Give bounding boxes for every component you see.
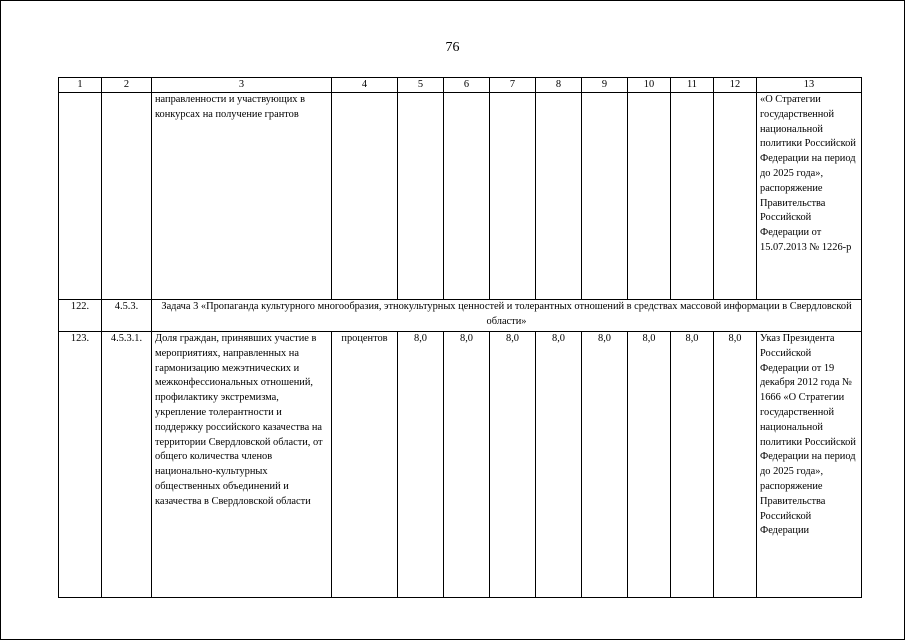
table-header-row bbox=[59, 78, 862, 93]
cell-code: 4.5.3.1. bbox=[102, 332, 152, 598]
task-title: Задача 3 «Пропаганда культурного многообразия, этнокультурных ценностей и толерантных отношений в средствах массовой информации в Свердловской области» bbox=[152, 300, 862, 332]
column-header: 13 bbox=[757, 78, 862, 93]
cell-indicator: Доля граждан, принявших участие в мероприятиях, направленных на гармонизацию межэтнических и межконфессиональных отношений, профилактику экстремизма, укрепление толерантности и поддержку российского казачества на территории Свердловской области, от общего количества членов национально-культурных общественных объединений и казачества в Свердловской области bbox=[152, 332, 332, 598]
cell-code: 4.5.3. bbox=[102, 300, 152, 332]
table-row-task bbox=[59, 300, 862, 332]
cell-source: Указ Президента Российской Федерации от 19 декабря 2012 года № 1666 «О Стратегии государственной национальной политики Российской Федерации на период до 2025 года», распоряжение Правительства Российской Федерации bbox=[757, 332, 862, 598]
column-header: 9 bbox=[582, 78, 628, 93]
column-header: 11 bbox=[671, 78, 714, 93]
column-header: 4 bbox=[332, 78, 398, 93]
cell-value: 8,0 bbox=[714, 332, 757, 598]
cell-value: 8,0 bbox=[582, 332, 628, 598]
cell-value: 8,0 bbox=[671, 332, 714, 598]
cell-value: 8,0 bbox=[490, 332, 536, 598]
column-header: 2 bbox=[102, 78, 152, 93]
cell-value: 8,0 bbox=[536, 332, 582, 598]
cell-num bbox=[59, 93, 102, 300]
table-row-indicator bbox=[59, 332, 862, 598]
cell-value bbox=[714, 93, 757, 300]
indicators-table bbox=[58, 77, 862, 598]
cell-unit: процентов bbox=[332, 332, 398, 598]
cell-num: 123. bbox=[59, 332, 102, 598]
column-header: 6 bbox=[444, 78, 490, 93]
column-header: 3 bbox=[152, 78, 332, 93]
cell-value: 8,0 bbox=[398, 332, 444, 598]
column-header: 7 bbox=[490, 78, 536, 93]
cell-value bbox=[536, 93, 582, 300]
cell-indicator-continued: направленности и участвующих в конкурсах на получение грантов bbox=[152, 93, 332, 300]
cell-unit bbox=[332, 93, 398, 300]
column-header: 8 bbox=[536, 78, 582, 93]
cell-code bbox=[102, 93, 152, 300]
column-header: 1 bbox=[59, 78, 102, 93]
cell-value bbox=[582, 93, 628, 300]
column-header: 5 bbox=[398, 78, 444, 93]
cell-value bbox=[398, 93, 444, 300]
cell-value: 8,0 bbox=[444, 332, 490, 598]
cell-source-continued: «О Стратегии государственной национальной политики Российской Федерации на период до 2025 года», распоряжение Правительства Российской Федерации от 15.07.2013 № 1226-р bbox=[757, 93, 862, 300]
cell-value: 8,0 bbox=[628, 332, 671, 598]
table-row-continued bbox=[59, 93, 862, 300]
cell-num: 122. bbox=[59, 300, 102, 332]
cell-value bbox=[671, 93, 714, 300]
cell-value bbox=[444, 93, 490, 300]
page-number: 76 bbox=[445, 40, 460, 55]
column-header: 10 bbox=[628, 78, 671, 93]
column-header: 12 bbox=[714, 78, 757, 93]
cell-value bbox=[628, 93, 671, 300]
cell-value bbox=[490, 93, 536, 300]
